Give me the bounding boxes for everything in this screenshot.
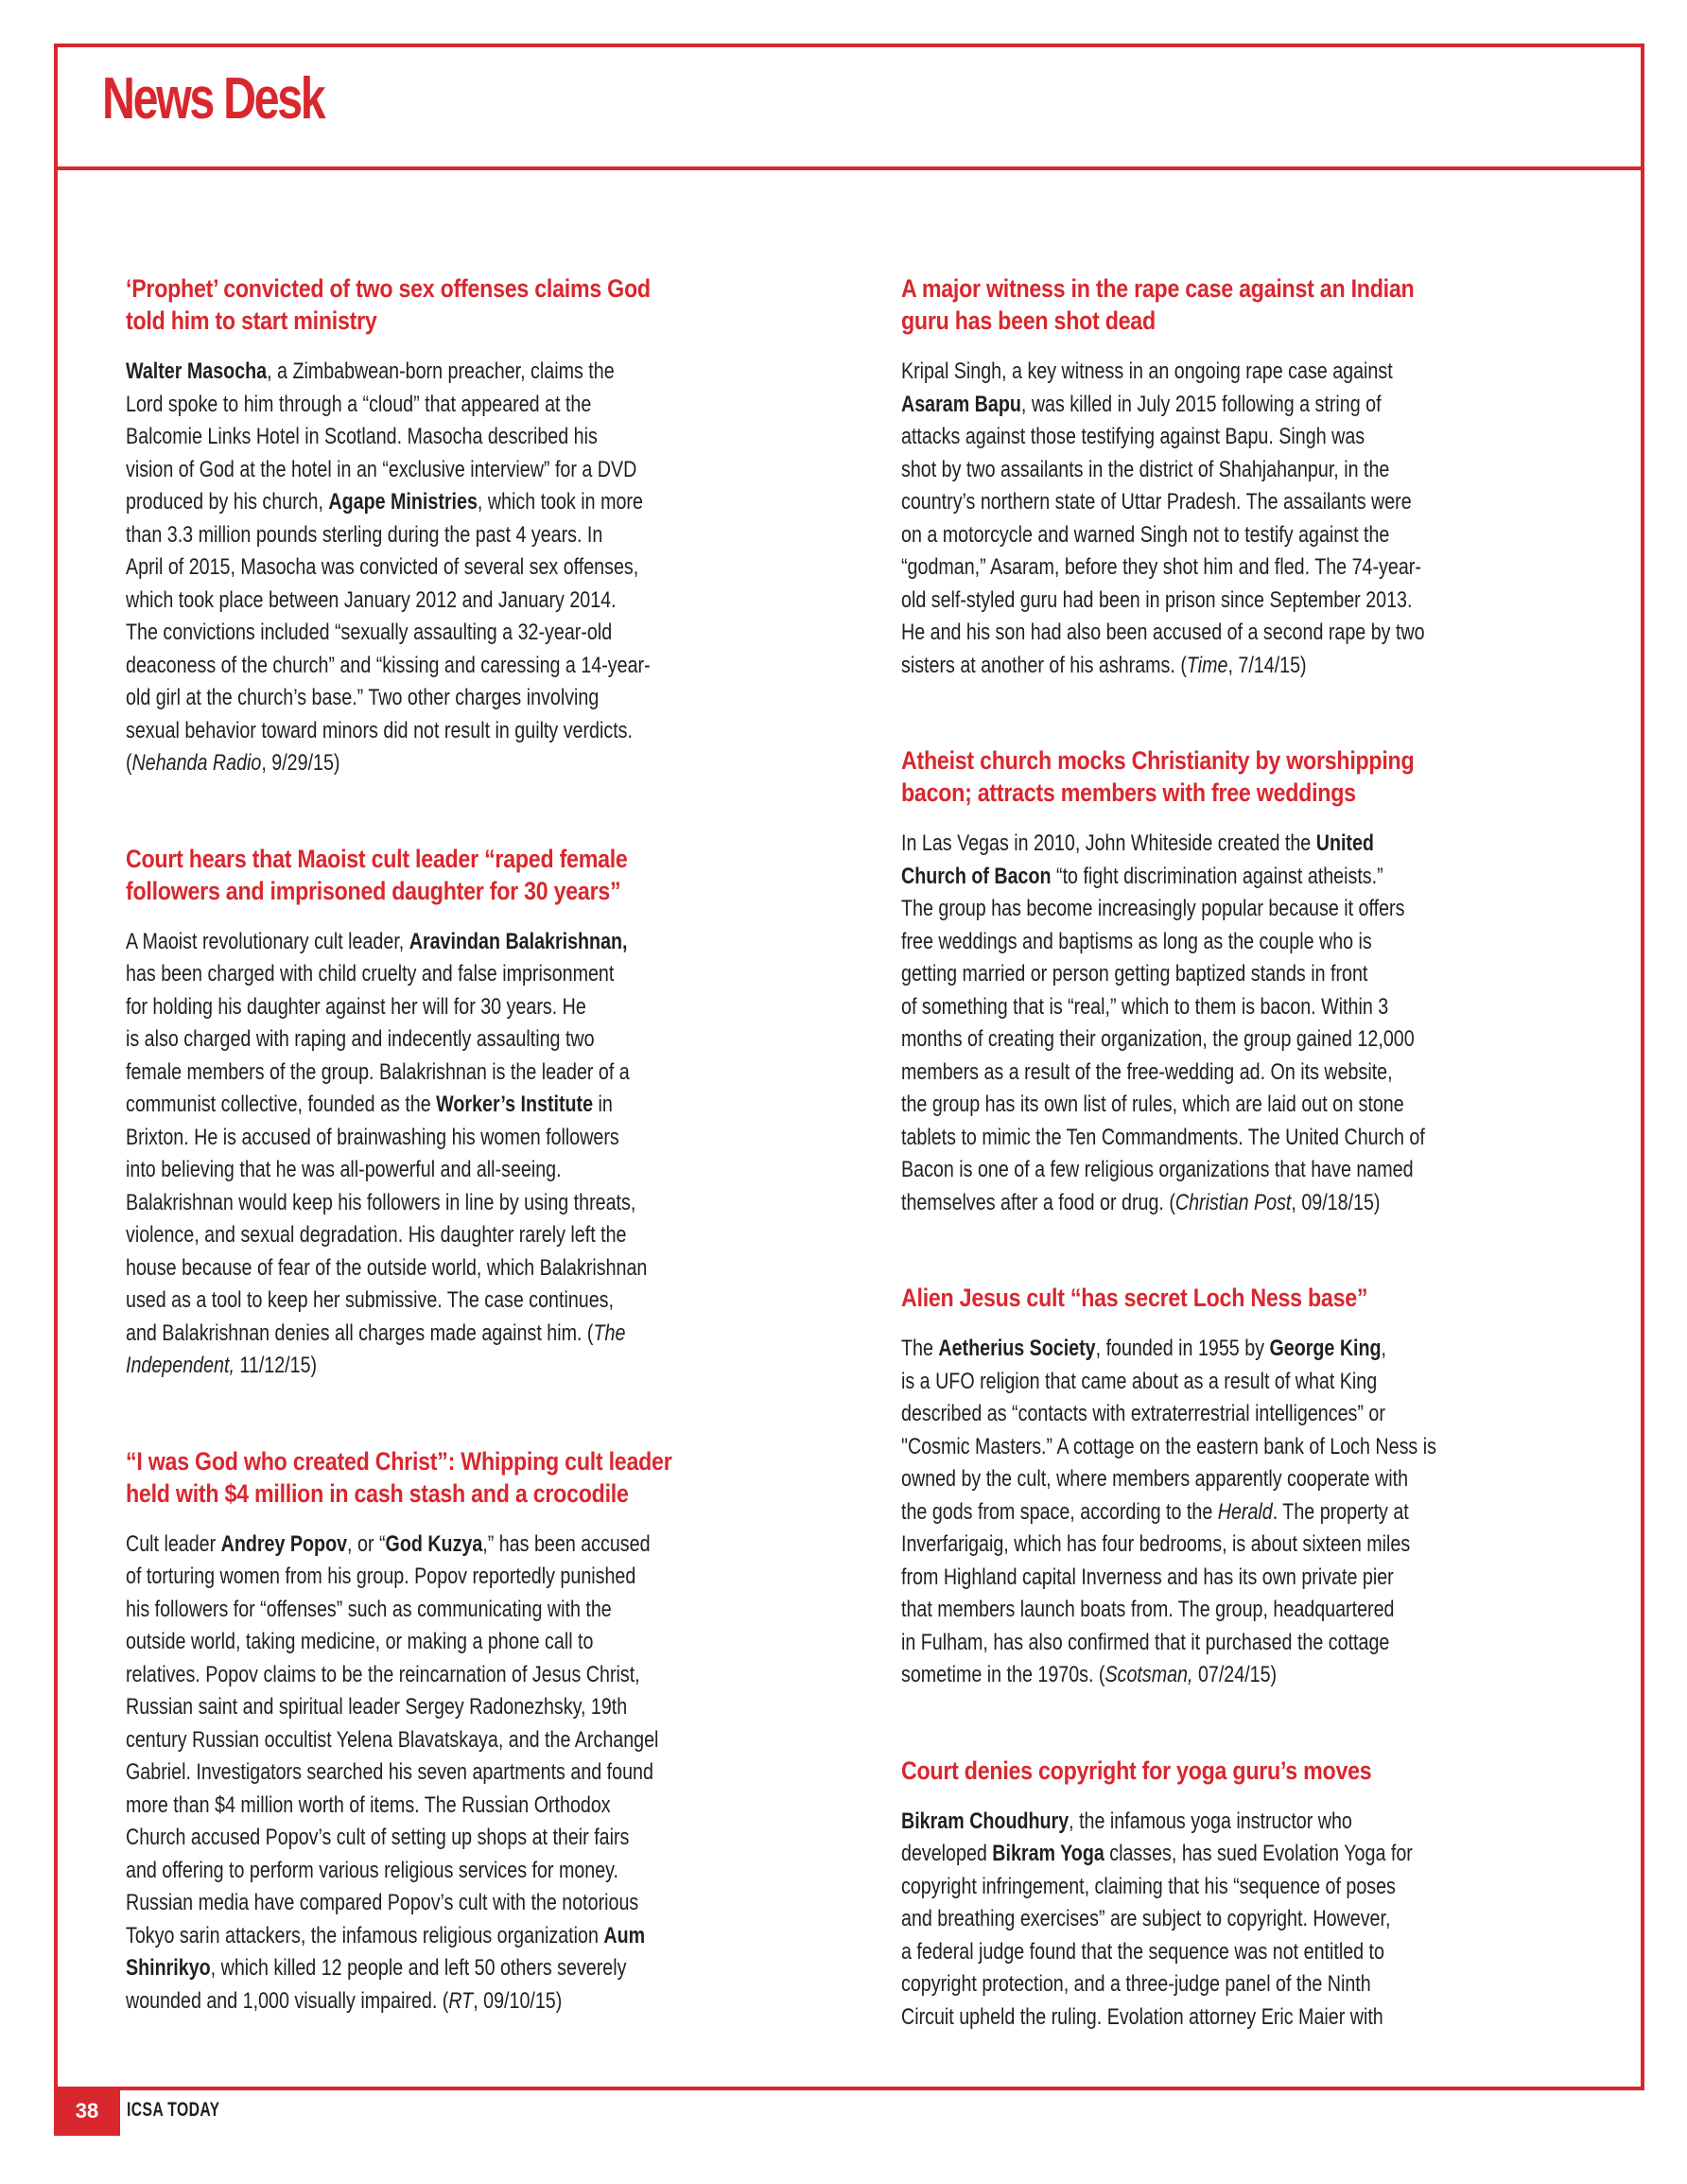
text-run: shot by two assailants in the district of Shahjahanpur, in the bbox=[901, 456, 1390, 482]
body-line bbox=[126, 650, 669, 683]
text-run: sometime in the 1970s. ( bbox=[901, 1662, 1105, 1687]
text-run: developed bbox=[901, 1841, 993, 1866]
text-run: of torturing women from his group. Popov reportedly punished bbox=[126, 1564, 636, 1589]
text-run: Balcomie Links Hotel in Scotland. Masocha described his bbox=[126, 424, 598, 449]
right-column bbox=[901, 272, 1582, 2034]
text-run: , 09/10/15) bbox=[473, 1987, 563, 2014]
body-line bbox=[126, 1822, 669, 1855]
text-run: A Maoist revolutionary cult leader, bbox=[126, 928, 409, 954]
body-line bbox=[126, 1659, 669, 1692]
body-line bbox=[901, 650, 1459, 683]
text-run: , a Zimbabwean-born preacher, claims the bbox=[267, 358, 615, 384]
text-run: country’s northern state of Uttar Pradesh. The assailants were bbox=[901, 489, 1412, 515]
text-run: than 3.3 million pounds sterling during the past 4 years. In bbox=[126, 521, 603, 548]
source-citation: Independent, bbox=[126, 1353, 235, 1378]
body-line bbox=[901, 421, 1459, 454]
text-run: April of 2015, Masocha was convicted of several sex offenses, bbox=[126, 554, 639, 580]
text-run: in bbox=[593, 1092, 613, 1117]
text-run: his followers for “offenses” such as communicating with the bbox=[126, 1596, 612, 1622]
body-line bbox=[901, 828, 1459, 861]
body-line bbox=[901, 1562, 1459, 1595]
body-line bbox=[126, 1089, 669, 1122]
article-body bbox=[901, 828, 1582, 1219]
body-line bbox=[126, 682, 669, 715]
source-citation: Christian Post bbox=[1174, 1189, 1292, 1215]
body-line bbox=[126, 1252, 669, 1285]
article-headline bbox=[901, 1755, 1582, 1787]
body-line bbox=[901, 1903, 1459, 1936]
text-run: is a UFO religion that came about as a result of what King bbox=[901, 1368, 1378, 1394]
body-line bbox=[126, 1561, 669, 1594]
article-headline bbox=[126, 272, 788, 337]
text-run: old girl at the church’s base.” Two other charges involving bbox=[126, 685, 600, 710]
text-run: old self-styled guru had been in prison since September 2013. bbox=[901, 586, 1413, 613]
news-article bbox=[126, 272, 788, 780]
text-run: copyright infringement, claiming that his “sequence of poses bbox=[901, 1873, 1396, 1899]
source-citation: Scotsman, bbox=[1104, 1662, 1193, 1687]
body-line bbox=[126, 1855, 669, 1888]
body-line bbox=[901, 1594, 1459, 1627]
body-line bbox=[901, 958, 1459, 991]
text-run: , the infamous yoga instructor who bbox=[1069, 1808, 1352, 1834]
body-line bbox=[901, 1366, 1459, 1399]
text-run: "Cosmic Masters.” A cottage on the eastern bank of Loch Ness is bbox=[901, 1433, 1436, 1459]
text-run: wounded and 1,000 visually impaired. ( bbox=[126, 1987, 449, 2014]
text-run: The bbox=[901, 1336, 939, 1361]
text-run: “to fight discrimination against atheists.” bbox=[1051, 863, 1383, 889]
text-run: free weddings and baptisms as long as the couple who is bbox=[901, 928, 1372, 954]
headline-line: ‘Prophet’ convicted of two sex offenses claims God bbox=[126, 274, 651, 303]
body-line bbox=[126, 715, 669, 748]
text-run: 11/12/15) bbox=[234, 1353, 318, 1378]
text-run: , was killed in July 2015 following a string of bbox=[1020, 391, 1382, 417]
article-body bbox=[126, 1529, 788, 2018]
body-line bbox=[126, 454, 669, 487]
left-column bbox=[126, 272, 788, 2018]
text-run: that members launch boats from. The group, headquartered bbox=[901, 1597, 1395, 1622]
text-run: Brixton. He is accused of brainwashing his women followers bbox=[126, 1124, 619, 1150]
text-run: on a motorcycle and warned Singh not to testify against the bbox=[901, 521, 1390, 548]
body-line bbox=[126, 1219, 669, 1252]
text-run: from Highland capital Inverness and has its own private pier bbox=[901, 1564, 1394, 1590]
text-run: getting married or person getting baptized stands in front bbox=[901, 961, 1368, 987]
text-run: communist collective, founded as the bbox=[126, 1092, 437, 1117]
text-run: , or “ bbox=[347, 1530, 386, 1557]
body-line bbox=[901, 1496, 1459, 1529]
article-body bbox=[901, 1806, 1582, 2035]
body-line bbox=[126, 747, 669, 780]
body-line bbox=[901, 454, 1459, 487]
body-line bbox=[901, 1122, 1459, 1155]
text-run: “godman,” Asaram, before they shot him and fled. The 74-year- bbox=[901, 554, 1421, 580]
headline-line: bacon; attracts members with free weddings bbox=[901, 778, 1356, 807]
text-run: tablets to mimic the Ten Commandments. The United Church of bbox=[901, 1124, 1425, 1150]
text-run: of something that is “real,” which to them is bacon. Within 3 bbox=[901, 993, 1389, 1020]
news-article bbox=[901, 272, 1582, 682]
text-run: outside world, taking medicine, or making a phone call to bbox=[126, 1629, 594, 1654]
news-article bbox=[126, 1445, 788, 2018]
news-article bbox=[901, 744, 1582, 1219]
body-line bbox=[901, 585, 1459, 618]
body-line bbox=[126, 356, 669, 389]
text-run: violence, and sexual degradation. His daughter rarely left the bbox=[126, 1222, 627, 1248]
text-run: house because of fear of the outside world, which Balakrishnan bbox=[126, 1254, 648, 1281]
bold-name: Aravindan Balakrishnan, bbox=[409, 928, 628, 954]
body-line bbox=[126, 519, 669, 552]
body-line bbox=[126, 551, 669, 585]
headline-line: Court hears that Maoist cult leader “raped female bbox=[126, 844, 628, 873]
body-line bbox=[901, 1871, 1459, 1904]
text-run: Kripal Singh, a key witness in an ongoing rape case against bbox=[901, 358, 1393, 384]
text-run: Cult leader bbox=[126, 1530, 221, 1557]
text-run: ,” has been accused bbox=[482, 1530, 651, 1557]
body-line bbox=[126, 1790, 669, 1823]
article-spacer bbox=[901, 682, 1582, 744]
body-line bbox=[901, 551, 1459, 585]
body-line bbox=[126, 1594, 669, 1627]
text-run: , 09/18/15) bbox=[1291, 1189, 1381, 1215]
body-line bbox=[901, 1089, 1459, 1122]
body-line bbox=[126, 1187, 669, 1220]
body-line bbox=[901, 1023, 1459, 1057]
article-headline bbox=[126, 1445, 788, 1510]
body-line bbox=[126, 1529, 669, 1562]
headline-line: told him to start ministry bbox=[126, 306, 377, 335]
headline-line: guru has been shot dead bbox=[901, 306, 1156, 335]
body-line bbox=[126, 1626, 669, 1659]
bold-name: Worker’s Institute bbox=[436, 1092, 594, 1117]
text-run: described as “contacts with extraterrestrial intelligences” or bbox=[901, 1401, 1385, 1426]
body-line bbox=[901, 1936, 1459, 1969]
text-run: copyright protection, and a three-judge panel of the Ninth bbox=[901, 1971, 1371, 1997]
text-run: Circuit upheld the ruling. Evolation attorney Eric Maier with bbox=[901, 2003, 1383, 2030]
text-run: themselves after a food or drug. ( bbox=[901, 1189, 1175, 1215]
source-citation: RT bbox=[448, 1987, 474, 2014]
text-run: deaconess of the church” and “kissing and caressing a 14-year- bbox=[126, 652, 651, 678]
text-run: more than $4 million worth of items. The Russian Orthodox bbox=[126, 1791, 611, 1818]
body-line bbox=[126, 1920, 669, 1953]
text-run: has been charged with child cruelty and false imprisonment bbox=[126, 961, 615, 987]
article-body bbox=[126, 356, 788, 780]
body-line bbox=[126, 1122, 669, 1155]
article-body bbox=[901, 1333, 1582, 1692]
text-run: for holding his daughter against her will for 30 years. He bbox=[126, 993, 586, 1020]
body-line bbox=[901, 1154, 1459, 1187]
body-line bbox=[901, 1187, 1459, 1220]
text-run: Lord spoke to him through a “cloud” that appeared at the bbox=[126, 391, 592, 417]
page-title: News Desk bbox=[102, 66, 324, 131]
body-line bbox=[126, 486, 669, 519]
bold-name: God Kuzya bbox=[385, 1530, 483, 1557]
source-citation: Time bbox=[1186, 652, 1228, 678]
body-line bbox=[901, 893, 1459, 926]
text-run: produced by his church, bbox=[126, 489, 329, 515]
article-body bbox=[901, 356, 1582, 682]
text-run: Russian media have compared Popov’s cult with the notorious bbox=[126, 1890, 639, 1915]
text-run: the gods from space, according to the bbox=[901, 1498, 1218, 1525]
body-line bbox=[126, 1756, 669, 1790]
body-line bbox=[126, 1023, 669, 1057]
article-headline bbox=[901, 272, 1582, 337]
body-line bbox=[126, 585, 669, 618]
text-run: and offering to perform various religious services for money. bbox=[126, 1857, 619, 1883]
body-line bbox=[901, 2001, 1459, 2035]
headline-line: Alien Jesus cult “has secret Loch Ness base” bbox=[901, 1284, 1368, 1312]
text-run: , 7/14/15) bbox=[1227, 652, 1307, 678]
source-citation: Herald bbox=[1217, 1498, 1273, 1525]
text-run: The group has become increasingly popular because it offers bbox=[901, 896, 1405, 921]
text-run: sisters at another of his ashrams. ( bbox=[901, 652, 1187, 678]
headline-line: Court denies copyright for yoga guru’s moves bbox=[901, 1756, 1372, 1785]
body-line bbox=[126, 958, 669, 991]
body-line bbox=[126, 991, 669, 1024]
news-article bbox=[901, 1282, 1582, 1692]
body-line bbox=[901, 1463, 1459, 1496]
text-run: the group has its own list of rules, which are laid out on stone bbox=[901, 1092, 1404, 1117]
text-run: . The property at bbox=[1272, 1498, 1409, 1525]
body-line bbox=[901, 356, 1459, 389]
text-run: relatives. Popov claims to be the reincarnation of Jesus Christ, bbox=[126, 1661, 640, 1687]
news-article bbox=[126, 843, 788, 1383]
text-run: Bacon is one of a few religious organizations that have named bbox=[901, 1157, 1414, 1182]
text-run: , 9/29/15) bbox=[261, 750, 340, 776]
text-run: Inverfarigaig, which has four bedrooms, is about sixteen miles bbox=[901, 1531, 1411, 1557]
article-spacer bbox=[901, 1219, 1582, 1282]
bold-name: George King bbox=[1269, 1336, 1382, 1361]
source-citation: The bbox=[593, 1319, 626, 1346]
text-run: vision of God at the hotel in an “exclusive interview” for a DVD bbox=[126, 456, 637, 482]
text-run: in Fulham, has also confirmed that it purchased the cottage bbox=[901, 1629, 1390, 1655]
body-line bbox=[126, 926, 669, 959]
body-line bbox=[901, 1431, 1459, 1464]
article-spacer bbox=[126, 780, 788, 843]
body-line bbox=[126, 1057, 669, 1090]
article-headline bbox=[901, 1282, 1582, 1314]
text-run: owned by the cult, where members apparently cooperate with bbox=[901, 1466, 1409, 1492]
bold-name: Shinrikyo bbox=[126, 1955, 211, 1981]
text-run: is also charged with raping and indecently assaulting two bbox=[126, 1026, 595, 1052]
text-run: used as a tool to keep her submissive. The case continues, bbox=[126, 1287, 614, 1313]
body-line bbox=[901, 617, 1459, 650]
text-run: Gabriel. Investigators searched his seven apartments and found bbox=[126, 1759, 653, 1785]
text-run: members as a result of the free-wedding ad. On its website, bbox=[901, 1058, 1393, 1085]
body-line bbox=[126, 1985, 669, 2018]
body-line bbox=[901, 991, 1459, 1024]
body-line bbox=[126, 1724, 669, 1757]
text-run: classes, has sued Evolation Yoga for bbox=[1104, 1841, 1413, 1866]
text-run: , which took in more bbox=[477, 489, 643, 515]
bold-name: Aum bbox=[603, 1922, 646, 1948]
text-run: In Las Vegas in 2010, John Whiteside created the bbox=[901, 830, 1316, 856]
body-line bbox=[126, 617, 669, 650]
headline-line: followers and imprisoned daughter for 30 years” bbox=[126, 876, 621, 905]
bold-name: Agape Ministries bbox=[328, 489, 478, 515]
article-headline bbox=[901, 744, 1582, 809]
body-line bbox=[901, 1968, 1459, 2001]
text-run: ( bbox=[126, 750, 132, 776]
text-run: female members of the group. Balakrishnan is the leader of a bbox=[126, 1058, 630, 1085]
body-line bbox=[126, 1691, 669, 1724]
text-run: 07/24/15) bbox=[1192, 1662, 1278, 1687]
text-run: months of creating their organization, the group gained 12,000 bbox=[901, 1026, 1415, 1052]
headline-line: held with $4 million in cash stash and a crocodile bbox=[126, 1478, 629, 1508]
bold-name: Bikram Choudhury bbox=[901, 1808, 1070, 1834]
article-spacer bbox=[901, 1692, 1582, 1755]
text-run: which took place between January 2012 and January 2014. bbox=[126, 586, 617, 613]
bold-name: Bikram Yoga bbox=[992, 1841, 1104, 1866]
body-line bbox=[901, 519, 1459, 552]
text-run: and Balakrishnan denies all charges made against him. ( bbox=[126, 1319, 594, 1346]
body-line bbox=[126, 1350, 669, 1383]
body-line bbox=[901, 1529, 1459, 1562]
bold-name: United bbox=[1315, 830, 1374, 856]
text-run: Tokyo sarin attackers, the infamous religious organization bbox=[126, 1922, 604, 1948]
bold-name: Walter Masocha bbox=[126, 358, 268, 384]
body-line bbox=[126, 1952, 669, 1985]
bold-name: Andrey Popov bbox=[220, 1530, 348, 1557]
body-line bbox=[901, 1398, 1459, 1431]
body-line bbox=[901, 1806, 1459, 1839]
headline-line: A major witness in the rape case against an Indian bbox=[901, 274, 1415, 303]
body-line bbox=[126, 1318, 669, 1351]
text-run: sexual behavior toward minors did not result in guilty verdicts. bbox=[126, 717, 633, 743]
body-line bbox=[126, 1154, 669, 1187]
body-line bbox=[126, 421, 669, 454]
headline-line: Atheist church mocks Christianity by worshipping bbox=[901, 746, 1415, 775]
text-run: century Russian occultist Yelena Blavatskaya, and the Archangel bbox=[126, 1726, 659, 1753]
body-line bbox=[901, 389, 1459, 422]
body-line bbox=[901, 1659, 1459, 1692]
news-article bbox=[901, 1755, 1582, 2035]
bold-name: Church of Bacon bbox=[901, 863, 1052, 889]
text-run: and breathing exercises” are subject to copyright. However, bbox=[901, 1906, 1391, 1931]
text-run: He and his son had also been accused of a second rape by two bbox=[901, 620, 1425, 645]
body-line bbox=[126, 1284, 669, 1318]
text-run: a federal judge found that the sequence was not entitled to bbox=[901, 1938, 1384, 1965]
text-run: Church accused Popov’s cult of setting up shops at their fairs bbox=[126, 1825, 630, 1850]
article-headline bbox=[126, 843, 788, 907]
body-line bbox=[901, 486, 1459, 519]
body-line bbox=[901, 1057, 1459, 1090]
publication-name: ICSA TODAY bbox=[127, 2099, 220, 2121]
text-run: , bbox=[1381, 1336, 1387, 1361]
text-run: Russian saint and spiritual leader Sergey Radonezhsky, 19th bbox=[126, 1694, 628, 1720]
text-run: into believing that he was all-powerful and all-seeing. bbox=[126, 1157, 562, 1182]
body-line bbox=[126, 389, 669, 422]
bold-name: Aetherius Society bbox=[938, 1336, 1096, 1361]
text-run: The convictions included “sexually assaulting a 32-year-old bbox=[126, 620, 613, 645]
body-line bbox=[901, 861, 1459, 894]
article-spacer bbox=[126, 1383, 788, 1445]
article-body bbox=[126, 926, 788, 1383]
body-line bbox=[901, 1627, 1459, 1660]
source-citation: Nehanda Radio bbox=[131, 750, 262, 776]
text-run: attacks against those testifying against Bapu. Singh was bbox=[901, 424, 1365, 449]
body-line bbox=[901, 1333, 1459, 1366]
body-line bbox=[901, 926, 1459, 959]
headline-line: “I was God who created Christ”: Whipping cult leader bbox=[126, 1446, 672, 1476]
bold-name: Asaram Bapu bbox=[901, 391, 1021, 417]
page-number: 38 bbox=[54, 2087, 120, 2136]
body-line bbox=[901, 1838, 1459, 1871]
text-run: , which killed 12 people and left 50 others severely bbox=[210, 1955, 627, 1981]
text-run: , founded in 1955 by bbox=[1095, 1336, 1270, 1361]
body-line bbox=[126, 1887, 669, 1920]
text-run: Balakrishnan would keep his followers in line by using threats, bbox=[126, 1189, 636, 1215]
